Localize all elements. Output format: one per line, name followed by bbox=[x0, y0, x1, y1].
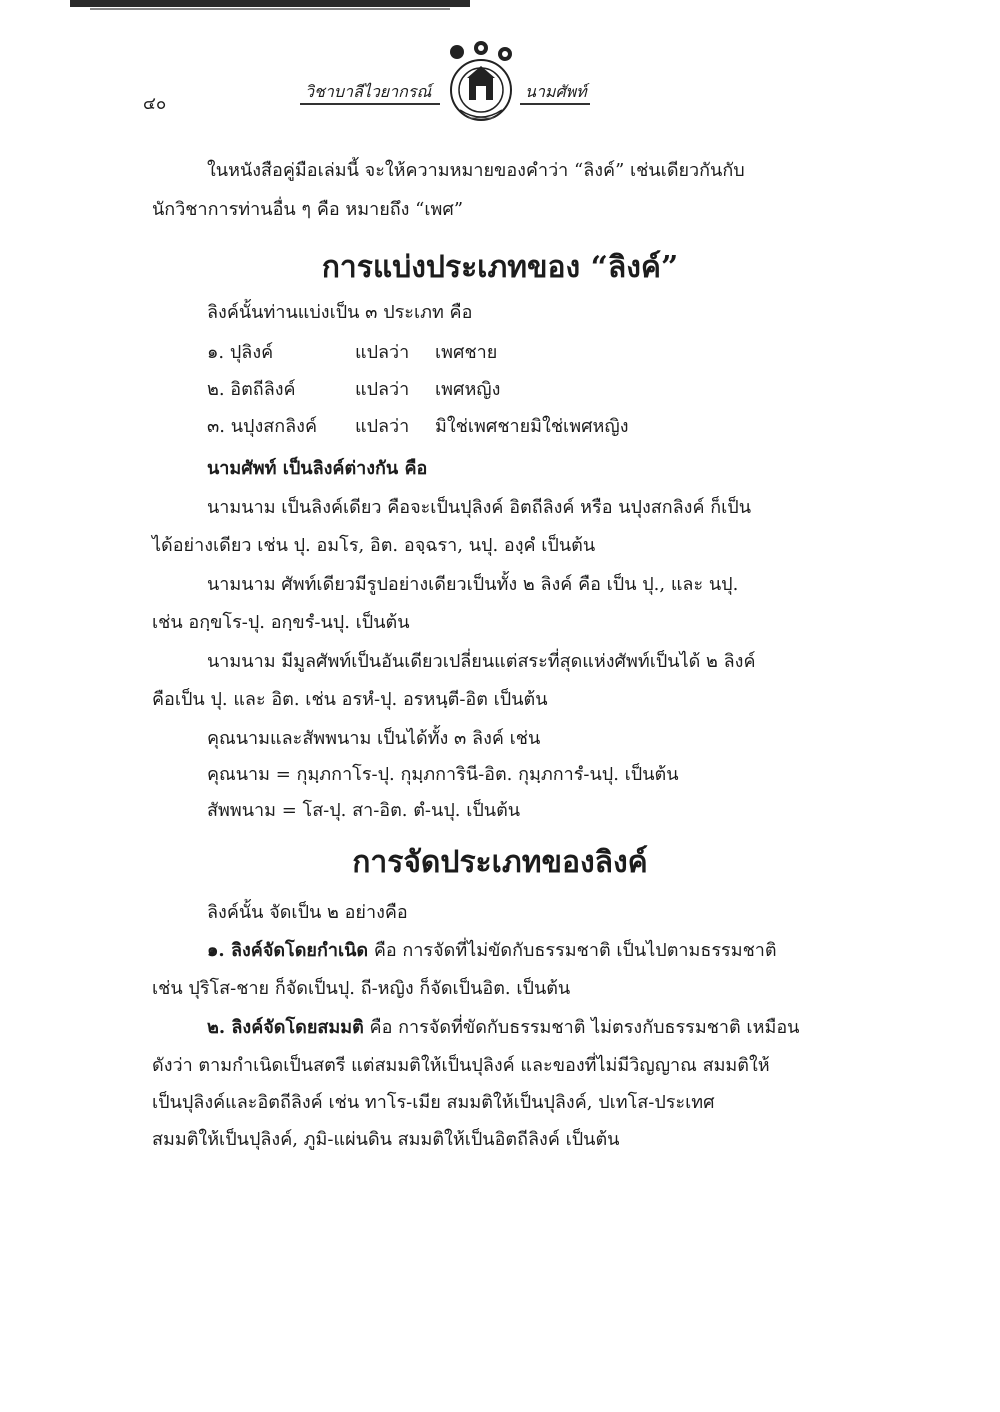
item2-line-1 bbox=[207, 1015, 842, 1041]
section1-lead: ลิงค์นั้นท่านแบ่งเป็น ๓ ประเภท คือ bbox=[207, 302, 473, 323]
section2-lead: ลิงค์นั้น จัดเป็น ๒ อย่างคือ bbox=[207, 902, 408, 923]
gender-verb: แปลว่า bbox=[355, 416, 410, 437]
item2-line-4: สมมติให้เป็นปุลิงค์, ภูมิ-แผ่นดิน สมมติให้เป็นอิตถีลิงค์ เป็นต้น bbox=[152, 1129, 620, 1150]
gender-meaning: มิใช่เพศชายมิใช่เพศหญิง bbox=[435, 416, 629, 437]
intro-line-2: นักวิชาการท่านอื่น ๆ คือ หมายถึง “เพศ” bbox=[152, 199, 464, 220]
seal-emblem-icon bbox=[438, 40, 524, 130]
item2-line-3: เป็นปุลิงค์และอิตถีลิงค์ เช่น ทาโร-เมีย สมมติให้เป็นปุลิงค์, ปเทโส-ประเทศ bbox=[152, 1092, 715, 1113]
header-left-title: วิชาบาลีไวยากรณ์ bbox=[305, 82, 432, 101]
para4-line-1: คุณนามและสัพพนาม เป็นได้ทั้ง ๓ ลิงค์ เช่น bbox=[207, 728, 541, 749]
header-right-title: นามศัพท์ bbox=[525, 82, 587, 101]
page-number: ๔๐ bbox=[143, 94, 167, 114]
para2-line-2: เช่น อกฺขโร-ปุ. อกฺขรํ-นปุ. เป็นต้น bbox=[152, 612, 410, 633]
gender-term: ๑. ปุลิงค์ bbox=[207, 342, 274, 363]
item2-line-2: ดังว่า ตามกำเนิดเป็นสตรี แต่สมมติให้เป็นปุลิงค์ และของที่ไม่มีวิญญาณ สมมติให้ bbox=[152, 1055, 770, 1076]
item2-text: คือ การจัดที่ขัดกับธรรมชาติ ไม่ตรงกับธรรมชาติ เหมือน bbox=[363, 1017, 800, 1038]
item1-line-2: เช่น ปุริโส-ชาย ก็จัดเป็นปุ. ถี-หญิง ก็จัดเป็นอิต. เป็นต้น bbox=[152, 978, 571, 999]
item1-text: คือ การจัดที่ไม่ขัดกับธรรมชาติ เป็นไปตามธรรมชาติ bbox=[368, 940, 777, 961]
gender-term: ๒. อิตถีลิงค์ bbox=[207, 379, 296, 400]
para2-line-1: นามนาม ศัพท์เดียวมีรูปอย่างเดียวเป็นทั้ง ๒ ลิงค์ คือ เป็น ปุ., และ นปุ. bbox=[207, 574, 739, 595]
gender-verb: แปลว่า bbox=[355, 379, 410, 400]
para3-line-1: นามนาม มีมูลศัพท์เป็นอันเดียวเปลี่ยนแต่สระที่สุดแห่งศัพท์เป็นได้ ๒ ลิงค์ bbox=[207, 651, 756, 672]
section1-heading: การแบ่งประเภทของ “ลิงค์” bbox=[321, 250, 679, 285]
para4-line-2: คุณนาม = กุมฺภกาโร-ปุ. กุมฺภการินี-อิต. กุมฺภการํ-นปุ. เป็นต้น bbox=[207, 764, 679, 785]
para3-line-2: คือเป็น ปุ. และ อิต. เช่น อรหํ-ปุ. อรหนฺตี-อิต เป็นต้น bbox=[152, 689, 548, 710]
gender-term: ๓. นปุงสกลิงค์ bbox=[207, 416, 318, 437]
section1-subheading: นามศัพท์ เป็นลิงค์ต่างกัน คือ bbox=[207, 458, 428, 479]
header-rule-right bbox=[520, 103, 590, 105]
para4-line-3: สัพพนาม = โส-ปุ. สา-อิต. ตํ-นปุ. เป็นต้น bbox=[207, 800, 521, 821]
gender-meaning: เพศชาย bbox=[435, 342, 498, 363]
header-rule-left bbox=[300, 103, 440, 105]
page-header bbox=[0, 40, 1000, 130]
gender-meaning: เพศหญิง bbox=[435, 379, 501, 400]
item1-line-1 bbox=[207, 938, 842, 964]
item1-title: ๑. ลิงค์จัดโดยกำเนิด bbox=[207, 940, 369, 961]
para1-line-2: ได้อย่างเดียว เช่น ปุ. อมโร, อิต. อจฺฉรา, นปุ. องฺคํ เป็นต้น bbox=[152, 535, 596, 556]
intro-line-1: ในหนังสือคู่มือเล่มนี้ จะให้ความหมายของคำว่า “ลิงค์” เช่นเดียวกันกับ bbox=[207, 160, 745, 181]
item2-title: ๒. ลิงค์จัดโดยสมมติ bbox=[207, 1017, 364, 1038]
scan-edge-line bbox=[90, 8, 450, 10]
scan-edge-bar bbox=[70, 0, 470, 7]
para1-line-1: นามนาม เป็นลิงค์เดียว คือจะเป็นปุลิงค์ อิตถีลิงค์ หรือ นปุงสกลิงค์ ก็เป็น bbox=[207, 497, 752, 518]
section2-heading: การจัดประเภทของลิงค์ bbox=[352, 845, 648, 880]
gender-verb: แปลว่า bbox=[355, 342, 410, 363]
